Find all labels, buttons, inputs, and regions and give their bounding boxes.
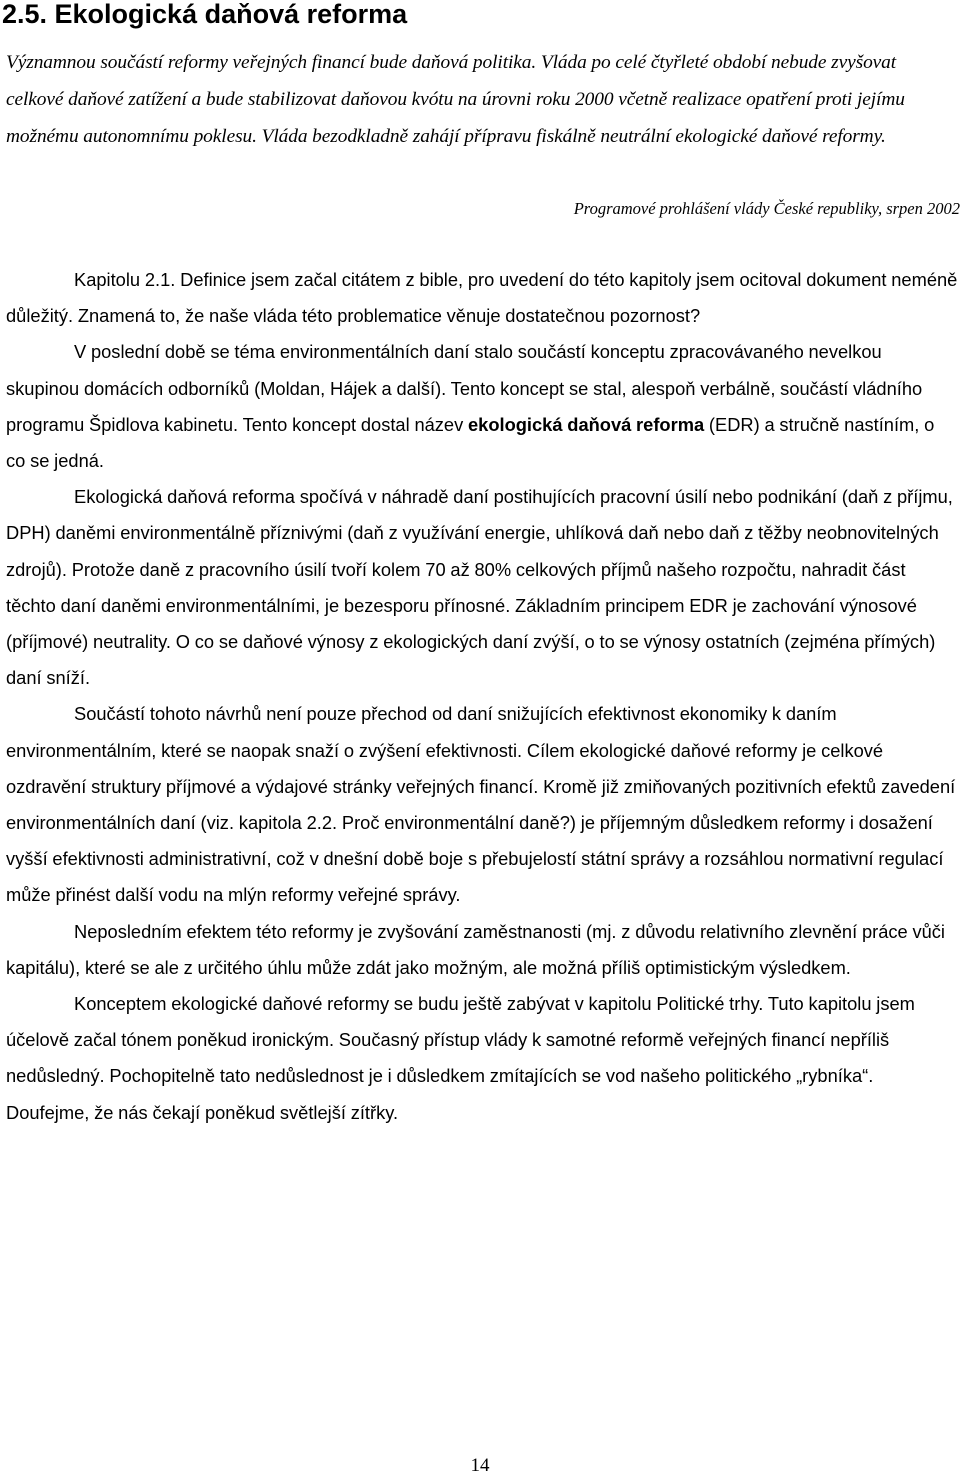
paragraph: Neposledním efektem této reformy je zvyšování zaměstnanosti (mj. z důvodu relativního zlevnění práce vůči kapitálu), které se ale z určitého úhlu může zdát jako možným, ale možná příliš optimistickým výsledkem. — [6, 920, 945, 978]
paragraph-text: (EDR) a stručně nastíním, o co se jedná. — [6, 413, 935, 472]
paragraph: Kapitolu 2.1. Definice jsem začal citátem z bible, pro uvedení do této kapitoly jsem ocitoval dokument neméně důležitý. Znamená to, že naše vláda této problematice věnuje dostatečnou pozornost? — [6, 269, 958, 327]
paragraph: Konceptem ekologické daňové reformy se budu ještě zabývat v kapitolu Politické trhy. Tuto kapitolu jsem účelově začal tónem poněkud ironickým. Současný přístup vlády k samotné reformě veřejných financí nepříliš nedůsledný. Pochopitelně tato nedůslednost je i důsledkem zmítajících se vod našeho politického „rybníka“. Doufejme, že nás čekají poněkud světlejší zítřky. — [6, 993, 915, 1123]
motto-source: Programové prohlášení vlády České republiky, srpen 2002 — [573, 199, 960, 218]
motto-quote: Významnou součástí reformy veřejných financí bude daňová politika. Vláda po celé čtyřleté období nebude zvyšovat celkové daňové zatížení a bude stabilizovat daňovou kvótu na úrovni roku 2000 včetně realizace opatření proti jejímu možnému autonomnímu poklesu. Vláda bezodkladně zahájí přípravu fiskálně neutrální ekologické daňové reformy. — [6, 52, 905, 147]
page-number: 14 — [470, 1455, 490, 1476]
paragraph — [6, 334, 958, 479]
section-heading: 2.5. Ekologická daňová reforma — [2, 0, 408, 29]
edr-term: ekologická daňová reforma — [468, 413, 705, 435]
paragraph-text: V poslední době se téma environmentálních daní stalo součástí konceptu zpracovávaného nevelkou skupinou domácích odborníků (Moldan, Hájek a další). Tento koncept se stal, alespoň verbálně, součástí vládního programu Špidlova kabinetu. Tento koncept dostal název — [6, 341, 923, 435]
paragraph: Součástí tohoto návrhů není pouze přechod od daní snižujících efektivnost ekonomiky k daním environmentálním, které se naopak snaží o zvýšení efektivnosti. Cílem ekologické daňové reformy je celkové ozdravění struktury příjmové a výdajové stránky veřejných financí. Kromě již zmiňovaných pozitivních efektů zavedení environmentálních daní (viz. kapitola 2.2. Proč environmentální daně?) je příjemným důsledkem reformy i dosažení vyšší efektivnosti administrativní, což v dnešní době boje s přebujelostí státní správy a rozsáhlou normativní regulací může přinést další vodu na mlýn reformy veřejné správy. — [6, 703, 956, 906]
body-text — [6, 262, 958, 1131]
paragraph: Ekologická daňová reforma spočívá v náhradě daní postihujících pracovní úsilí nebo podnikání (daň z příjmu, DPH) daněmi environmentálně příznivými (daň z využívání energie, uhlíková daň nebo daň z těžby neobnovitelných zdrojů). Protože daně z pracovního úsilí tvoří kolem 70 až 80% celkových příjmů našeho rozpočtu, nahradit část těchto daní daněmi environmentálními, je bezesporu přínosné. Základním principem EDR je zachování výnosové (příjmové) neutrality. O co se daňové výnosy z ekologických daní zvýší, o to se výnosy ostatních (zejména přímých) daní sníží. — [6, 486, 953, 689]
